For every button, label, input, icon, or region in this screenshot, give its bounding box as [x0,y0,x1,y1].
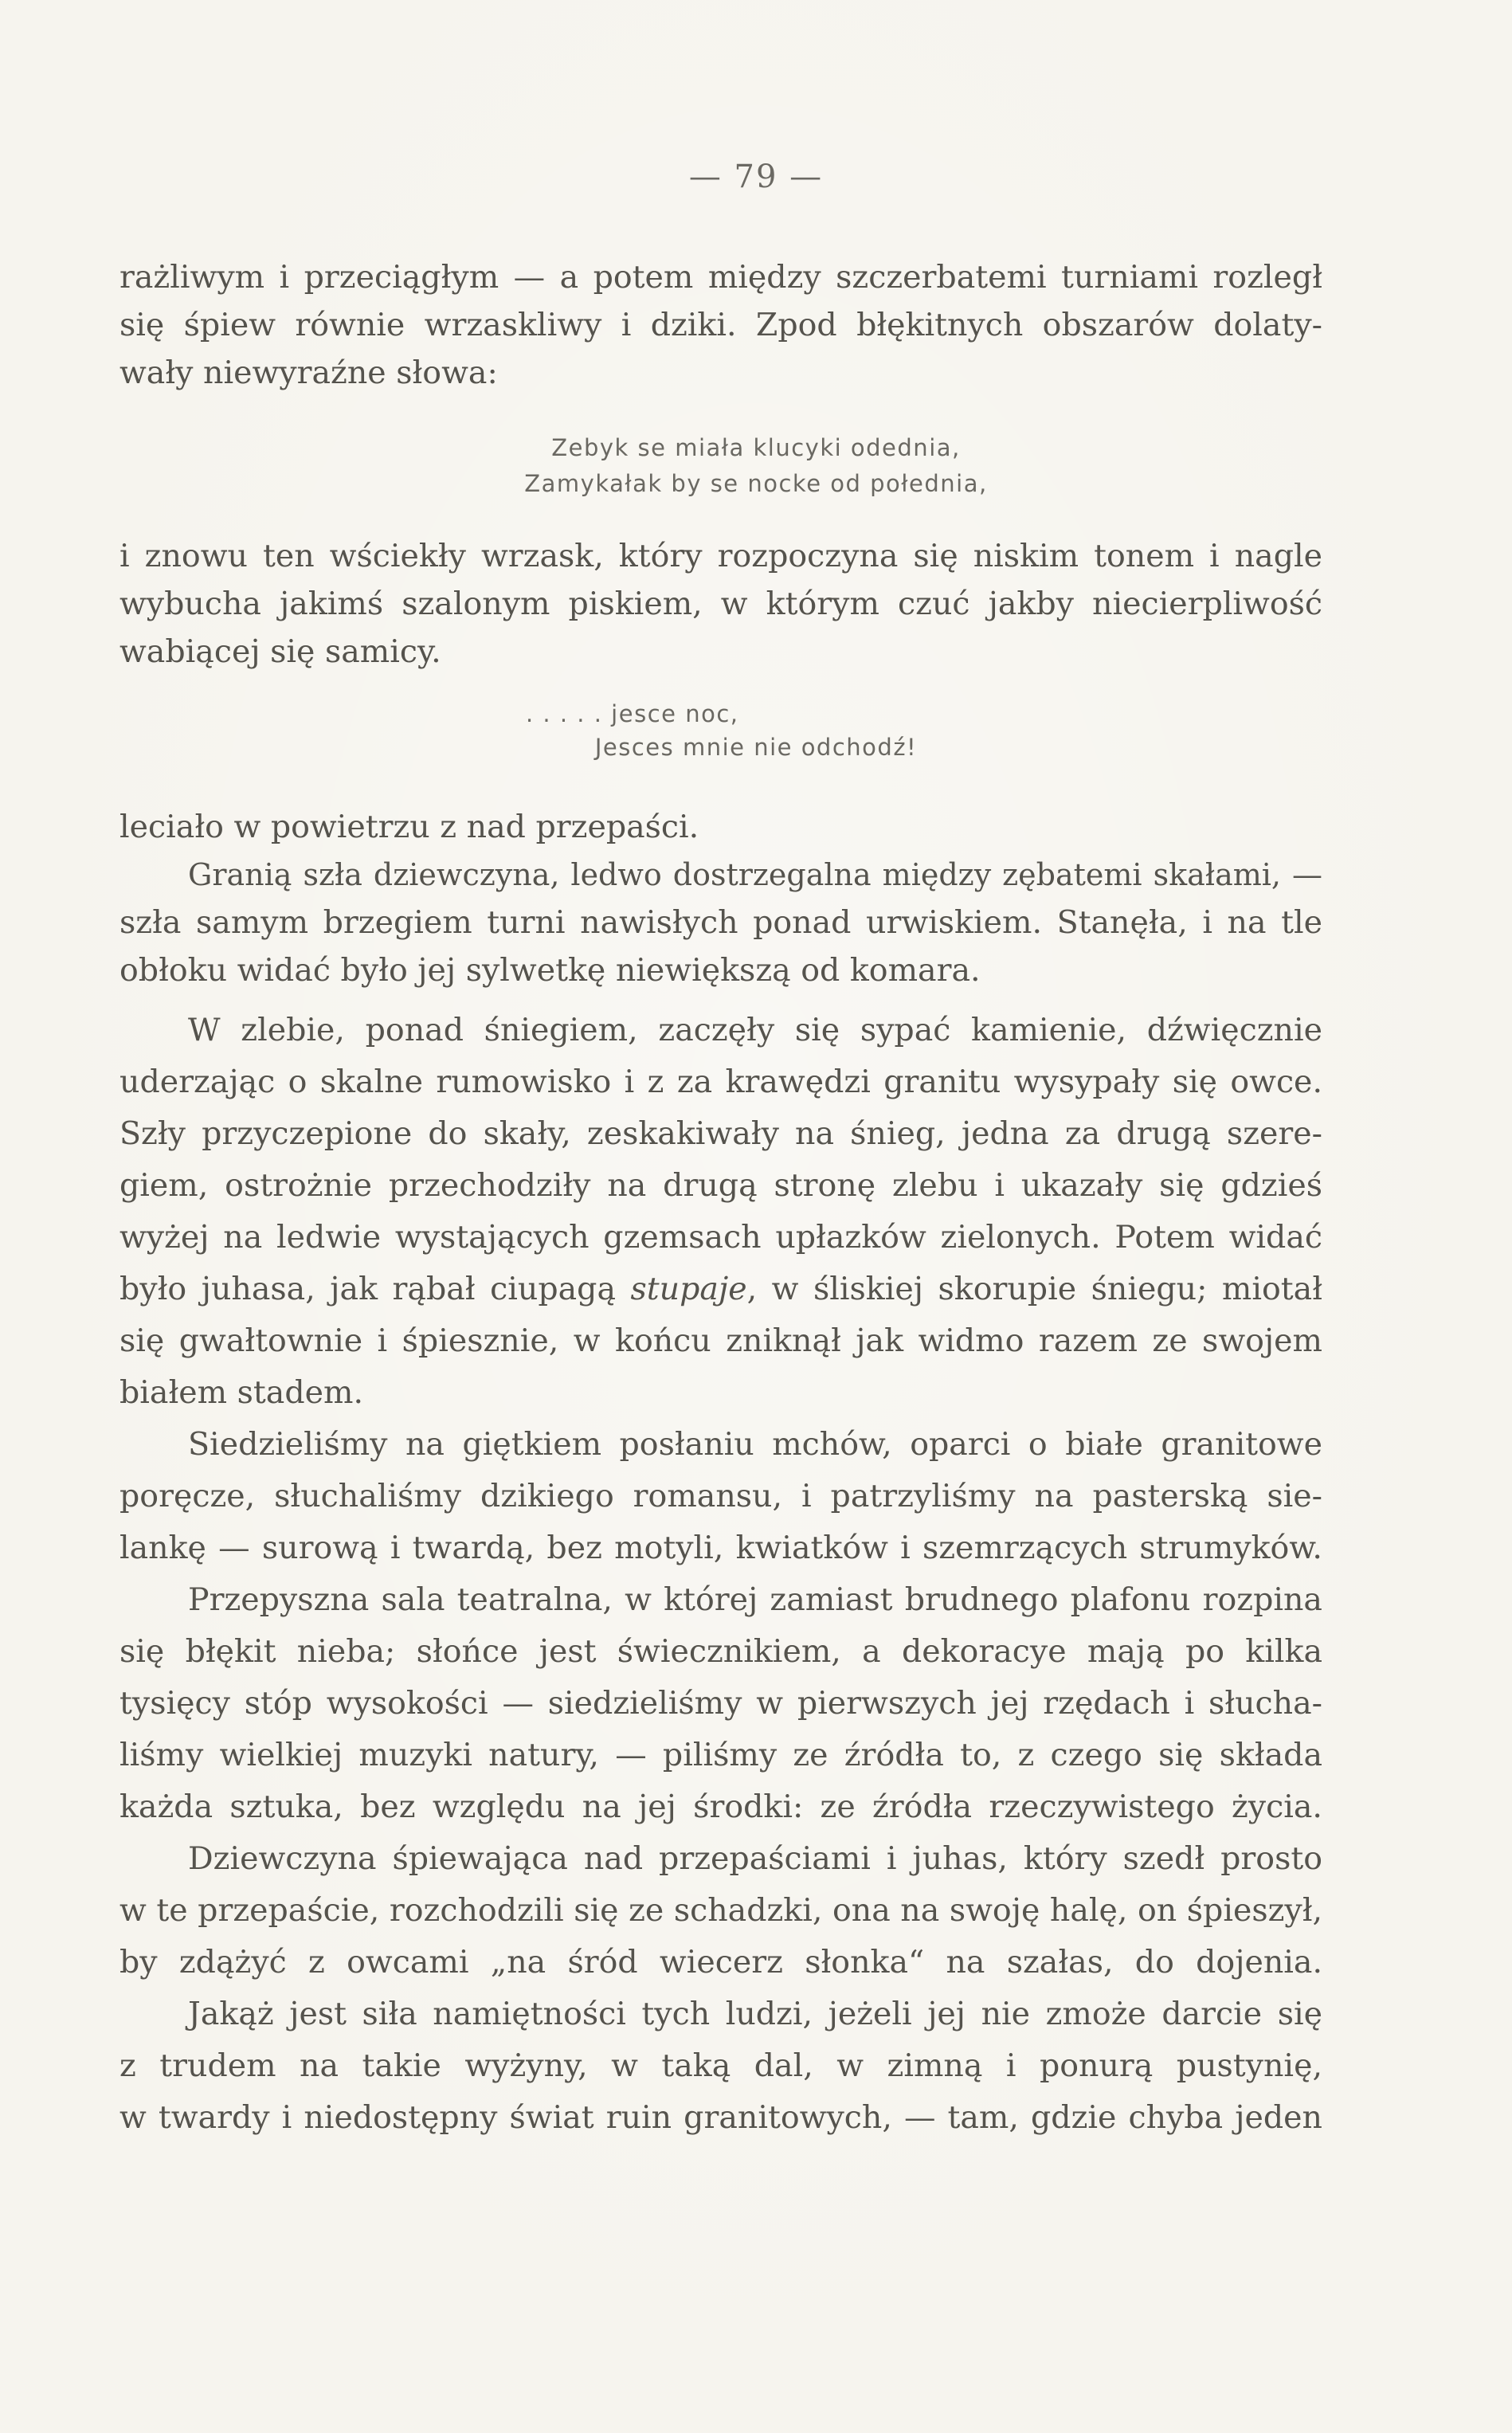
text-line: Dziewczyna śpiewająca nad przepaściami i juhas, który szedł prosto [188,1840,1322,1877]
text-line: i znowu ten wściekły wrzask, który rozpoczyna się niskim tonem i nagle [119,538,1322,574]
text-line: Szły przyczepione do skały, zeskakiwały na śnieg, jedna za drugą szere- [119,1115,1322,1152]
text-line: wyżej na ledwie wystających gzemsach upłazków zielonych. Potem widać [119,1219,1322,1256]
text-line: wybucha jakimś szalonym piskiem, w którym czuć jakby niecierpliwość [119,586,1322,622]
text-line: rażliwym i przeciągłym — a potem między szczerbatemi turniami rozległ [119,259,1322,296]
text-line: w te przepaście, rozchodzili się ze schadzki, ona na swoję halę, on śpieszył, [119,1892,1323,1929]
text-line: giem, ostrożnie przechodziły na drugą stronę zlebu i ukazały się gdzieś [119,1167,1322,1204]
text-line: wabiącej się samicy. [119,633,441,670]
text-line: Siedzieliśmy na giętkiem posłaniu mchów, oparci o białe granitowe [188,1426,1322,1463]
page-number: — 79 — [688,159,824,195]
text-line: tysięcy stóp wysokości — siedzieliśmy w pierwszych jej rzędach i słucha- [119,1685,1322,1722]
italic-word: stupaje [630,1271,747,1307]
verse-line: Zebyk se miała klucyki odednia, [551,434,961,461]
text-line: w twardy i niedostępny świat ruin granitowych, — tam, gdzie chyba jeden [119,2099,1322,2136]
text-line: W zlebie, ponad śniegiem, zaczęły się sypać kamienie, dźwięcznie [188,1012,1322,1048]
text-line [119,1267,1322,1311]
text-line: obłoku widać było jej sylwetkę niewiększą od komara. [119,952,981,989]
text-line: poręcze, słuchaliśmy dzikiego romansu, i patrzyliśmy na pasterską sie- [119,1478,1322,1514]
text-line: się gwałtownie i śpiesznie, w końcu zniknął jak widmo razem ze swojem [119,1322,1322,1359]
text-line: każda sztuka, bez względu na jej środki: ze źródła rzeczywistego życia. [119,1789,1322,1825]
text-line: leciało w powietrzu z nad przepaści. [119,809,699,845]
text-segment: , w śliskiej skorupie śniegu; miotał [746,1271,1322,1307]
text-line: Przepyszna sala teatralna, w której zamiast brudnego plafonu rozpina [188,1581,1322,1618]
text-segment: było juhasa, jak rąbał ciupagą [119,1271,616,1307]
verse-line: Jesces mnie nie odchodź! [594,734,918,761]
text-line: Jakąż jest siła namiętności tych ludzi, jeżeli jej nie zmoże darcie się [188,1996,1322,2032]
text-line: z trudem na takie wyżyny, w taką dal, w zimną i ponurą pustynię, [119,2047,1322,2084]
text-line: lankę — surową i twardą, bez motyli, kwiatków i szemrzących strumyków. [119,1530,1322,1566]
text-line: się śpiew równie wrzaskliwy i dziki. Zpod błękitnych obszarów dolaty- [119,307,1322,343]
text-line: Granią szła dziewczyna, ledwo dostrzegalna między zębatemi skałami, — [188,857,1322,892]
text-line: wały niewyraźne słowa: [119,355,498,391]
verse-line: Zamykałak by se nocke od połednia, [524,470,988,497]
verse-line: . . . . . jesce noc, [526,700,739,727]
text-line: by zdążyć z owcami „na śród wiecerz słonka“ na szałas, do dojenia. [119,1944,1322,1980]
text-line: liśmy wielkiej muzyki natury, — piliśmy ze źródła to, z czego się składa [119,1737,1322,1773]
text-line: się błękit nieba; słońce jest świecznikiem, a dekoracye mają po kilka [119,1633,1322,1670]
text-line: uderzając o skalne rumowisko i z za krawędzi granitu wysypały się owce. [119,1064,1322,1100]
text-line: białem stadem. [119,1374,364,1411]
text-line: szła samym brzegiem turni nawisłych ponad urwiskiem. Stanęła, i na tle [119,904,1322,941]
